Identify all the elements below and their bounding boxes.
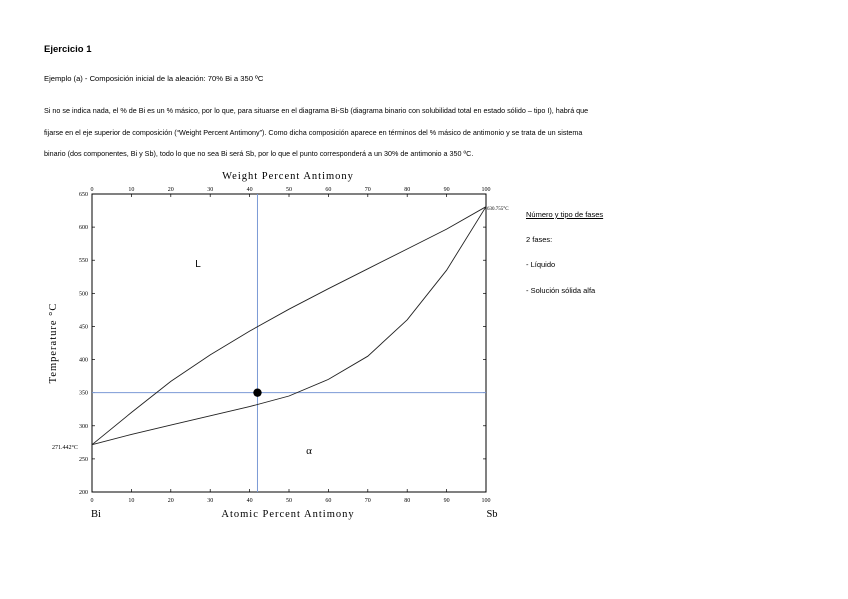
bottom-axis-title: Atomic Percent Antimony [221,509,355,520]
bottom-tick-label: 60 [325,498,332,504]
bottom-tick-label: 100 [481,498,491,504]
bi-melting-label: 271.442°C [52,445,78,451]
top-tick-label: 100 [481,187,491,193]
top-tick-label: 10 [128,187,135,193]
top-tick-label: 0 [90,187,94,193]
sb-end-label: Sb [486,509,498,520]
top-tick-label: 40 [246,187,253,193]
top-tick-label: 90 [443,187,450,193]
top-axis-title: Weight Percent Antimony [222,171,354,182]
y-tick-label: 550 [79,258,88,265]
top-tick-label: 80 [404,187,411,193]
solidus-curve [92,207,486,445]
y-tick-label: 200 [79,490,88,496]
liquidus-curve [92,207,486,445]
liquid-region-label: L [195,259,201,270]
exercise-heading: Ejercicio 1 [44,44,92,55]
phase-solid-alpha: - Solución sólida alfa [526,285,596,295]
y-tick-label: 400 [79,357,88,364]
y-tick-label: 450 [79,324,88,331]
phases-count: 2 fases: [526,235,553,245]
bottom-tick-label: 90 [443,498,450,504]
bottom-tick-label: 20 [167,498,174,504]
y-tick-label: 650 [79,192,88,198]
y-tick-label: 600 [79,225,88,232]
y-tick-label: 500 [79,291,88,298]
bottom-tick-label: 30 [207,498,214,504]
bottom-tick-label: 10 [128,498,135,504]
example-line: Ejemplo (a) - Composición inicial de la aleación: 70% Bi a 350 ºC [44,74,264,83]
sb-melting-label: 630.755°C [487,207,509,212]
bottom-tick-label: 80 [404,498,411,504]
top-tick-label: 60 [325,187,332,193]
bottom-tick-label: 0 [90,498,94,504]
y-tick-label: 250 [79,456,88,463]
paragraph-line: binario (dos componentes, Bi y Sb), todo lo que no sea Bi será Sb, por lo que el punto corresponderá a un 30% de antimonio a 350 ºC. [44,149,474,159]
y-axis-title: Temperature °C [48,302,59,384]
paragraph-line: Si no se indica nada, el % de Bi es un % másico, por lo que, para situarse en el diagrama Bi-Sb (diagrama binario con solubilidad total en estado sólido – tipo I), habrá que [44,106,589,115]
paragraph-line: fijarse en el eje superior de composición (“Weight Percent Antimony”). Como dicha composición aparece en términos del % másico de antimonio y se trata de un sistema [44,127,583,137]
bottom-tick-label: 50 [286,498,292,504]
alpha-region-label: α [306,445,312,457]
top-tick-label: 30 [207,187,214,193]
bi-end-label: Bi [91,509,101,520]
bottom-tick-label: 70 [364,498,371,504]
top-tick-label: 50 [286,187,292,193]
composition-point [253,388,261,396]
top-tick-label: 70 [364,187,371,193]
y-tick-label: 300 [79,423,88,430]
phases-title: Número y tipo de fases [526,210,604,219]
phase-liquid: - Líquido [526,260,556,270]
y-tick-label: 350 [79,390,88,397]
top-tick-label: 20 [167,187,174,193]
bottom-tick-label: 40 [246,498,253,504]
